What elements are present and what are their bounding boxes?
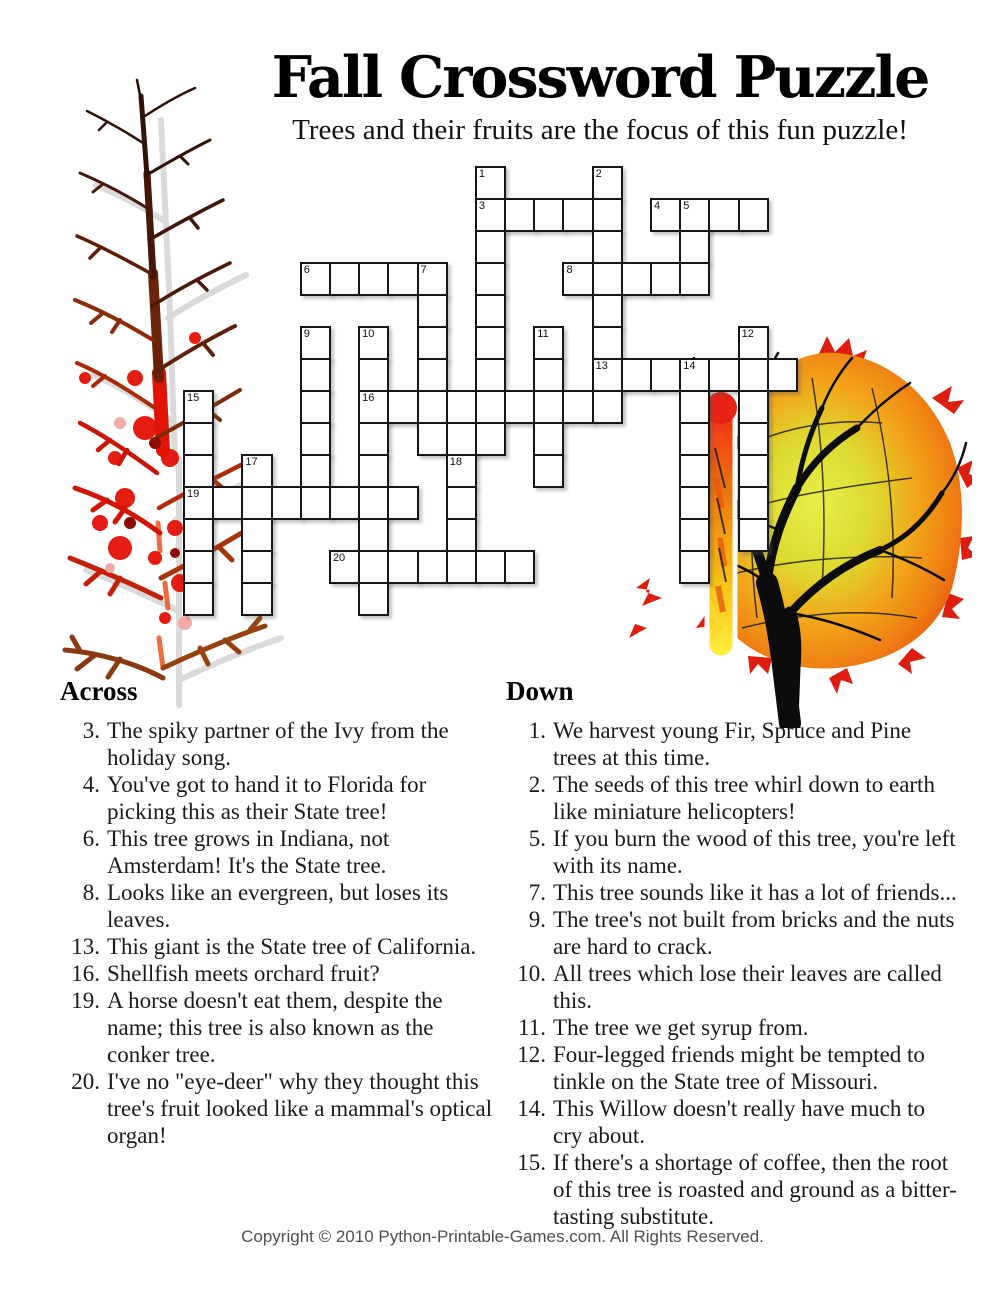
clue-text: Four-legged friends might be tempted to tinkle on the State tree of Missouri.	[553, 1042, 925, 1094]
grid-cell[interactable]	[475, 550, 506, 584]
grid-cell[interactable]	[417, 294, 448, 328]
grid-cell[interactable]	[738, 390, 769, 424]
grid-cell[interactable]	[358, 550, 389, 584]
grid-cell[interactable]	[446, 422, 477, 456]
grid-cell[interactable]	[679, 486, 710, 520]
grid-cell[interactable]	[592, 198, 623, 232]
grid-cell[interactable]	[738, 422, 769, 456]
grid-cell[interactable]	[329, 262, 360, 296]
grid-cell[interactable]	[475, 294, 506, 328]
clue-number: 6.	[82, 826, 100, 851]
grid-cell-number: 14	[683, 360, 696, 372]
clue-text: If you burn the wood of this tree, you're left with its name.	[553, 826, 956, 878]
clue-item	[60, 960, 500, 987]
clue-item	[60, 933, 500, 960]
clue-number: 1.	[528, 718, 546, 743]
clue-item	[60, 717, 500, 771]
grid-cell-number: 8	[566, 264, 573, 276]
grid-cell-number: 12	[741, 328, 754, 340]
clue-text: Looks like an evergreen, but loses its leaves.	[107, 880, 449, 932]
grid-cell[interactable]	[417, 262, 448, 296]
down-section	[506, 676, 958, 1230]
clue-item	[506, 1095, 958, 1149]
grid-cell[interactable]	[475, 326, 506, 360]
clue-number: 15.	[517, 1150, 546, 1175]
grid-cell-number: 17	[245, 456, 258, 468]
clue-number: 2.	[528, 772, 546, 797]
grid-cell[interactable]	[592, 262, 623, 296]
clue-text: This Willow doesn't really have much to cry about.	[553, 1096, 925, 1148]
grid-cell[interactable]	[417, 390, 448, 424]
grid-cell[interactable]	[183, 550, 214, 584]
grid-cell[interactable]	[475, 262, 506, 296]
grid-cell-number: 3	[478, 200, 486, 212]
across-section	[60, 676, 500, 1149]
clue-number: 5.	[528, 826, 546, 851]
clue-text: Shellfish meets orchard fruit?	[107, 961, 380, 986]
clue-number: 16.	[71, 961, 100, 986]
grid-cell[interactable]	[679, 550, 710, 584]
clue-item	[506, 879, 958, 906]
grid-cell[interactable]	[592, 166, 623, 200]
grid-cell[interactable]	[300, 390, 331, 424]
page-title: Fall Crossword Puzzle	[271, 44, 929, 111]
grid-cell[interactable]	[562, 262, 593, 296]
grid-cell[interactable]	[533, 198, 564, 232]
grid-cell[interactable]	[679, 518, 710, 552]
grid-cell[interactable]	[212, 486, 243, 520]
clue-item	[506, 1014, 958, 1041]
grid-cell[interactable]	[417, 326, 448, 360]
grid-cell[interactable]	[504, 550, 535, 584]
clue-item	[506, 717, 958, 771]
clue-text: I've no "eye-deer" why they thought this tree's fruit looked like a mammal's optical organ!	[107, 1069, 493, 1148]
clue-text: The spiky partner of the Ivy from the holiday song.	[107, 718, 449, 770]
header	[230, 44, 970, 147]
clue-text: All trees which lose their leaves are called this.	[553, 961, 942, 1013]
clue-text: If there's a shortage of coffee, then the root of this tree is roasted and ground as a bitter-tasting substitute.	[553, 1150, 957, 1229]
grid-cell[interactable]	[592, 230, 623, 264]
grid-cell[interactable]	[562, 198, 593, 232]
grid-cell[interactable]	[621, 262, 652, 296]
grid-cell[interactable]	[650, 358, 681, 392]
grid-cell[interactable]	[533, 422, 564, 456]
grid-cell[interactable]	[300, 486, 331, 520]
clue-item	[506, 1149, 958, 1230]
grid-cell[interactable]	[533, 358, 564, 392]
grid-cell[interactable]	[504, 390, 535, 424]
grid-cell[interactable]	[300, 326, 331, 360]
grid-cell[interactable]	[446, 454, 477, 488]
grid-cell-number: 10	[362, 328, 375, 340]
grid-cell[interactable]	[387, 390, 418, 424]
grid-cell[interactable]	[650, 262, 681, 296]
grid-cell[interactable]	[708, 198, 739, 232]
grid-cell[interactable]	[679, 390, 710, 424]
grid-cell[interactable]	[592, 358, 623, 392]
grid-cell[interactable]	[650, 198, 681, 232]
grid-cell[interactable]	[358, 390, 389, 424]
across-header: Across	[60, 676, 138, 706]
grid-cell[interactable]	[592, 294, 623, 328]
grid-cell[interactable]	[738, 326, 769, 360]
clue-number: 20.	[71, 1069, 100, 1094]
across-clue-list	[60, 717, 500, 1149]
grid-cell[interactable]	[504, 198, 535, 232]
grid-cell-number: 16	[362, 392, 375, 404]
grid-cell[interactable]	[738, 358, 769, 392]
grid-cell[interactable]	[475, 422, 506, 456]
grid-cell[interactable]	[183, 422, 214, 456]
grid-cell[interactable]	[241, 550, 272, 584]
clue-item	[506, 825, 958, 879]
grid-cell[interactable]	[300, 454, 331, 488]
clue-number: 13.	[71, 934, 100, 959]
grid-cell[interactable]	[679, 262, 710, 296]
clue-item	[506, 960, 958, 1014]
grid-cell[interactable]	[562, 390, 593, 424]
left-tree-illustration	[25, 78, 285, 713]
clue-text: A horse doesn't eat them, despite the name; this tree is also known as the conker tree.	[107, 988, 443, 1067]
grid-cell[interactable]	[358, 358, 389, 392]
down-header: Down	[506, 676, 574, 706]
clue-item	[506, 1041, 958, 1095]
clue-number: 3.	[82, 718, 100, 743]
grid-cell[interactable]	[446, 486, 477, 520]
grid-cell[interactable]	[183, 582, 214, 616]
grid-cell[interactable]	[679, 422, 710, 456]
grid-cell[interactable]	[387, 550, 418, 584]
grid-cell[interactable]	[183, 454, 214, 488]
grid-cell[interactable]	[183, 518, 214, 552]
grid-cell-number: 2	[595, 168, 602, 180]
grid-cell-number: 6	[303, 264, 310, 276]
grid-cell[interactable]	[358, 454, 389, 488]
grid-cell-number: 19	[187, 488, 200, 500]
grid-cell[interactable]	[417, 358, 448, 392]
grid-cell[interactable]	[183, 390, 214, 424]
clue-number: 14.	[517, 1096, 546, 1121]
grid-cell[interactable]	[533, 390, 564, 424]
clue-text: You've got to hand it to Florida for picking this as their State tree!	[107, 772, 427, 824]
grid-cell[interactable]	[358, 326, 389, 360]
grid-cell[interactable]	[621, 358, 652, 392]
grid-cell[interactable]	[329, 550, 360, 584]
clue-number: 7.	[528, 880, 546, 905]
grid-cell[interactable]	[592, 390, 623, 424]
clue-text: The tree we get syrup from.	[553, 1015, 809, 1040]
grid-cell[interactable]	[271, 486, 302, 520]
grid-cell[interactable]	[417, 550, 448, 584]
grid-cell[interactable]	[358, 486, 389, 520]
grid-cell[interactable]	[475, 390, 506, 424]
clue-number: 8.	[82, 880, 100, 905]
grid-cell[interactable]	[475, 198, 506, 232]
grid-cell-number: 20	[332, 552, 346, 564]
clue-number: 19.	[71, 988, 100, 1013]
clue-number: 11.	[518, 1015, 546, 1040]
grid-cell[interactable]	[679, 230, 710, 264]
grid-cell[interactable]	[358, 518, 389, 552]
grid-cell[interactable]	[241, 518, 272, 552]
grid-cell[interactable]	[300, 358, 331, 392]
clue-item	[60, 771, 500, 825]
grid-cell-number: 9	[303, 328, 310, 340]
grid-cell[interactable]	[241, 582, 272, 616]
grid-cell[interactable]	[475, 166, 506, 200]
grid-cell[interactable]	[592, 326, 623, 360]
grid-cell[interactable]	[358, 582, 389, 616]
grid-cell[interactable]	[533, 326, 564, 360]
grid-cell-number: 18	[449, 456, 462, 468]
copyright-footer: Copyright © 2010 Python-Printable-Games.com. All Rights Reserved.	[241, 1227, 764, 1246]
grid-cell[interactable]	[446, 390, 477, 424]
grid-cell[interactable]	[533, 454, 564, 488]
grid-cell[interactable]	[417, 422, 448, 456]
grid-cell[interactable]	[241, 454, 272, 488]
grid-cell[interactable]	[767, 358, 798, 392]
clue-item	[60, 1068, 500, 1149]
grid-cell[interactable]	[446, 518, 477, 552]
grid-cell[interactable]	[708, 358, 739, 392]
grid-cell[interactable]	[300, 422, 331, 456]
grid-cell[interactable]	[358, 262, 389, 296]
grid-cell[interactable]	[300, 262, 331, 296]
grid-cell[interactable]	[679, 454, 710, 488]
grid-cell[interactable]	[387, 262, 418, 296]
clue-text: This tree sounds like it has a lot of friends...	[553, 880, 957, 905]
clue-number: 12.	[517, 1042, 546, 1067]
grid-cell[interactable]	[241, 486, 272, 520]
clue-item	[60, 825, 500, 879]
clue-text: This giant is the State tree of California.	[107, 934, 477, 959]
grid-cell[interactable]	[358, 422, 389, 456]
clue-text: This tree grows in Indiana, not Amsterdam! It's the State tree.	[107, 826, 390, 878]
grid-cell-number: 7	[420, 264, 427, 276]
grid-cell-number: 4	[654, 200, 661, 212]
grid-cell[interactable]	[679, 358, 710, 392]
clue-text: We harvest young Fir, Spruce and Pine trees at this time.	[553, 718, 912, 770]
grid-cell-number: 1	[478, 168, 486, 180]
grid-cell-number: 11	[537, 328, 549, 340]
grid-cell[interactable]	[738, 198, 769, 232]
clue-item	[506, 771, 958, 825]
clue-text: The seeds of this tree whirl down to earth like miniature helicopters!	[553, 772, 935, 824]
grid-cell[interactable]	[475, 230, 506, 264]
clue-number: 9.	[528, 907, 546, 932]
grid-cell[interactable]	[446, 550, 477, 584]
clue-item	[506, 906, 958, 960]
clue-number: 10.	[517, 961, 546, 986]
grid-cell[interactable]	[738, 486, 769, 520]
grid-cell[interactable]	[679, 198, 710, 232]
grid-cell[interactable]	[738, 518, 769, 552]
grid-cell-number: 13	[595, 360, 608, 372]
grid-cell-number: 5	[683, 200, 690, 212]
clue-item	[60, 879, 500, 933]
clue-text: The tree's not built from bricks and the nuts are hard to crack.	[553, 907, 955, 959]
clue-item	[60, 987, 500, 1068]
grid-cell[interactable]	[738, 454, 769, 488]
down-clue-list	[506, 717, 958, 1230]
grid-cell[interactable]	[329, 486, 360, 520]
page-subtitle: Trees and their fruits are the focus of this fun puzzle!	[292, 113, 908, 146]
clue-number: 4.	[82, 772, 100, 797]
grid-cell[interactable]	[475, 358, 506, 392]
grid-cell-number: 15	[187, 392, 200, 404]
grid-cell[interactable]	[183, 486, 214, 520]
grid-cell[interactable]	[387, 486, 418, 520]
